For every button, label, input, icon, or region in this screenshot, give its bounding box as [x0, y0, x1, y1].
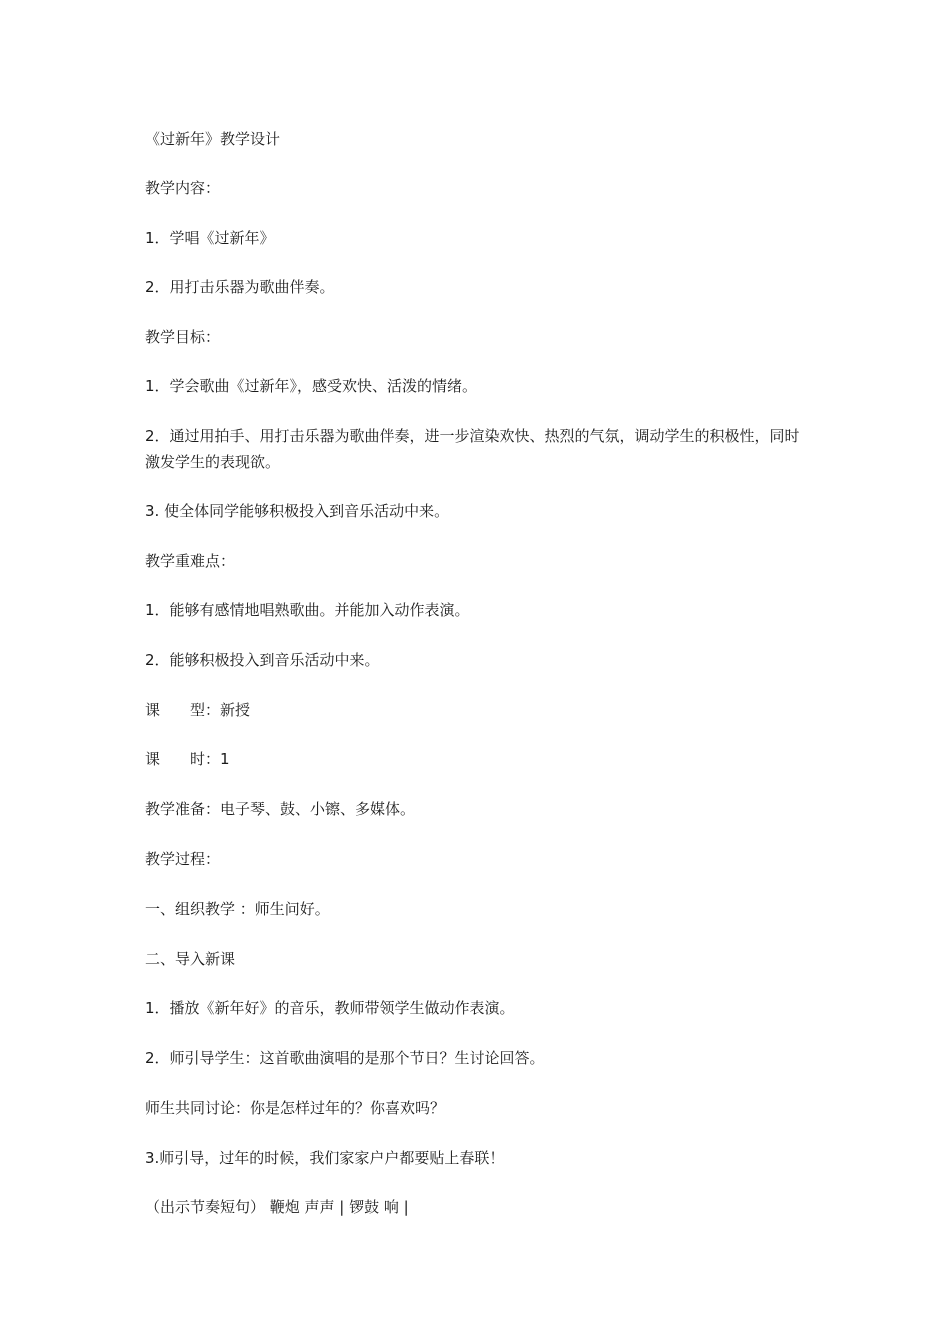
step-two-item: 1．播放《新年好》的音乐，教师带领学生做动作表演。 — [145, 999, 515, 1017]
lesson-type: 课 型：新授 — [145, 701, 251, 719]
goals-heading: 教学目标： — [145, 328, 221, 346]
content-item: 1．学唱《过新年》 — [145, 229, 275, 247]
document-title: 《过新年》教学设计 — [145, 130, 281, 148]
content-heading: 教学内容： — [145, 179, 221, 197]
key-point-item: 1．能够有感情地唱熟歌曲。并能加入动作表演。 — [145, 601, 470, 619]
process-heading: 教学过程： — [145, 850, 221, 868]
rhythm-line: （出示节奏短句） 鞭炮 声声 | 锣鼓 响 | — [145, 1198, 409, 1216]
key-point-item: 2．能够积极投入到音乐活动中来。 — [145, 651, 380, 669]
key-points-heading: 教学重难点： — [145, 552, 236, 570]
goal-item: 1．学会歌曲《过新年》，感受欢快、活泼的情绪。 — [145, 377, 478, 395]
preparation: 教学准备：电子琴、鼓、小镲、多媒体。 — [145, 800, 416, 818]
lesson-hours: 课 时：1 — [145, 750, 230, 768]
content-item: 2．用打击乐器为歌曲伴奏。 — [145, 278, 335, 296]
step-two: 二、导入新课 — [145, 950, 236, 968]
goal-item: 3. 使全体同学能够积极投入到音乐活动中来。 — [145, 502, 450, 520]
step-three: 3.师引导，过年的时候，我们家家户户都要贴上春联！ — [145, 1149, 505, 1167]
step-two-item: 2．师引导学生：这首歌曲演唱的是那个节日？生讨论回答。 — [145, 1049, 545, 1067]
goal-item: 2．通过用拍手、用打击乐器为歌曲伴奏，进一步渲染欢快、热烈的气氛，调动学生的积极性，同时激发学生的表现欲。 — [145, 427, 800, 471]
discussion: 师生共同讨论：你是怎样过年的？你喜欢吗？ — [145, 1099, 446, 1117]
step-one: 一、组织教学 ：师生问好。 — [145, 900, 330, 918]
